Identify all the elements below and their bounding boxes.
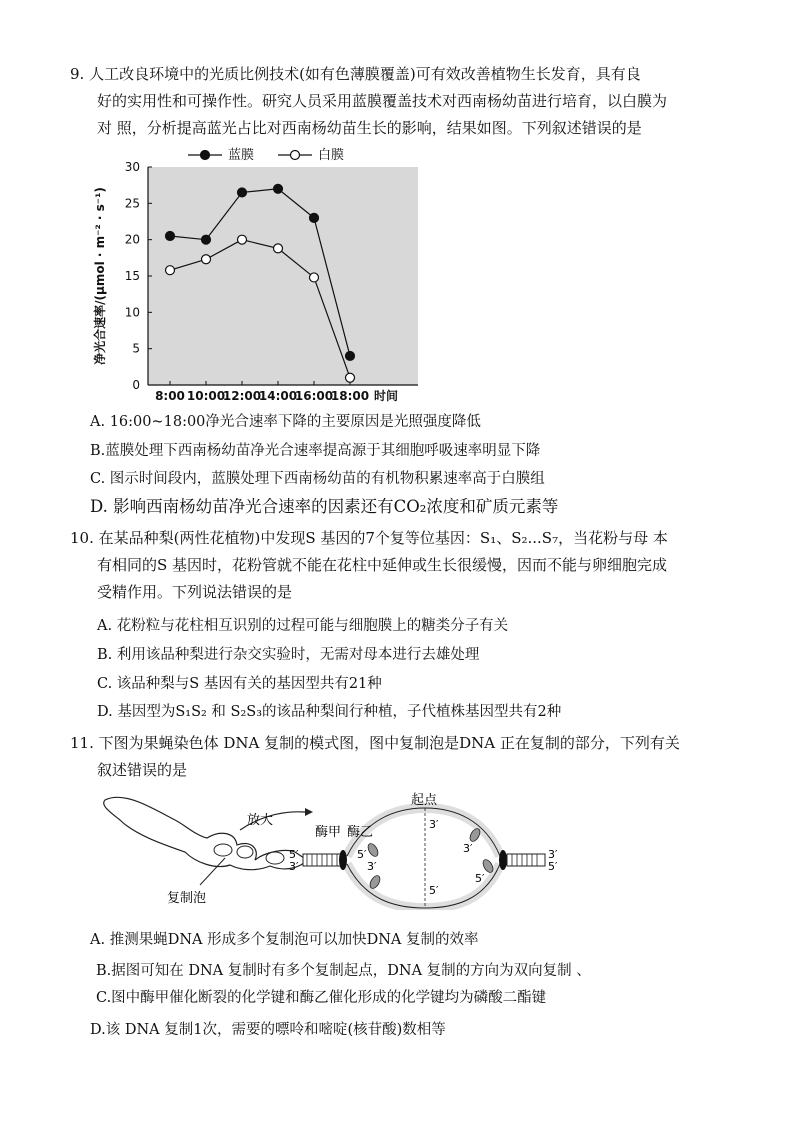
fork-left-3: 3′ (367, 860, 377, 873)
x-axis-label: 时间 (374, 389, 399, 403)
series-1-point-4 (310, 273, 319, 282)
q11-stem-line1: 11. 下图为果蝇染色体 DNA 复制的模式图，图中复制泡是DNA 正在复制的部分，下列有关 (70, 734, 680, 752)
right-3-prime: 3′ (548, 848, 558, 861)
y-tick-label-0: 0 (132, 378, 140, 392)
left-3-prime: 3′ (289, 860, 299, 873)
right-duplex (507, 854, 545, 866)
legend-label-1: 白膜 (318, 148, 345, 163)
right-5-prime: 5′ (548, 860, 558, 873)
origin-3-prime: 3′ (429, 818, 439, 831)
series-0-point-2 (238, 188, 247, 197)
q9-option-d: D. 影响西南杨幼苗净光合速率的因素还有CO₂浓度和矿质元素等 (90, 497, 559, 516)
y-axis-label: 净光合速率/(μmol · m⁻² · s⁻¹) (93, 187, 107, 365)
bubble-1 (214, 844, 232, 856)
y-tick-label-30: 30 (124, 160, 140, 174)
q10-stem-line1: 10. 在某品种梨(两性花植物)中发现S 基因的7个复等位基因：S₁、S₂...S₇，当花粉与母 本 (70, 529, 668, 547)
diagram-svg (95, 790, 575, 910)
q10-stem-line3: 受精作用。下列说法错误的是 (97, 583, 293, 601)
q9-line-chart (90, 145, 430, 405)
fork-right-3: 3′ (463, 842, 473, 855)
q10-option-c: C. 该品种梨与S 基因有关的基因型共有21种 (97, 676, 382, 692)
zoom-arrowhead (305, 808, 313, 816)
enzyme-a-label: 酶甲 (315, 825, 342, 840)
series-0-point-4 (310, 213, 319, 222)
series-1-point-1 (202, 255, 211, 264)
q11-option-c: C.图中酶甲催化断裂的化学键和酶乙催化形成的化学键均为磷酸二酯键 (96, 990, 547, 1006)
bubble-3 (266, 852, 284, 864)
q11-option-b: B.据图可知在 DNA 复制时有多个复制起点，DNA 复制的方向为双向复制 、 (96, 963, 591, 979)
y-tick-label-25: 25 (124, 196, 140, 211)
enzyme-a-right (499, 850, 507, 870)
q11-option-a: A. 推测果蝇DNA 形成多个复制泡可以加快DNA 复制的效率 (90, 932, 479, 948)
series-1-point-5 (346, 373, 355, 382)
q9-option-b: B.蓝膜处理下西南杨幼苗净光合速率提高源于其细胞呼吸速率明显下降 (90, 443, 541, 459)
series-1-point-0 (166, 266, 175, 275)
q9-option-a: A. 16:00~18:00净光合速率下降的主要原因是光照强度降低 (90, 414, 481, 430)
x-tick-label-2: 12:00 (222, 389, 262, 403)
q10-option-a: A. 花粉粒与花柱相互识别的过程可能与细胞膜上的糖类分子有关 (97, 618, 509, 634)
series-1-point-2 (238, 235, 247, 244)
q9-option-c: C. 图示时间段内，蓝膜处理下西南杨幼苗的有机物积累速率高于白膜组 (90, 471, 545, 487)
dna-replication-diagram (95, 790, 575, 910)
zoom-label: 放大 (247, 813, 274, 828)
q11-stem-line2: 叙述错误的是 (97, 761, 188, 779)
q9-stem-line3: 对 照，分析提高蓝光占比对西南杨幼苗生长的影响，结果如图。下列叙述错误的是 (97, 119, 642, 137)
q9-stem-line2: 好的实用性和可操作性。研究人员采用蓝膜覆盖技术对西南杨幼苗进行培育，以白膜为 (97, 92, 668, 110)
bubble-2 (237, 846, 253, 858)
bubble-label: 复制泡 (167, 891, 207, 906)
x-tick-label-4: 16:00 (294, 389, 334, 403)
y-tick-label-5: 5 (132, 341, 140, 356)
q11-option-d: D.该 DNA 复制1次，需要的嘌呤和嘧啶(核苷酸)数相等 (90, 1022, 446, 1038)
x-tick-label-3: 14:00 (258, 389, 298, 403)
legend-label-0: 蓝膜 (228, 148, 255, 163)
x-tick-label-5: 18:00 (330, 389, 370, 403)
legend-marker-1 (291, 151, 300, 160)
left-5-prime: 5′ (289, 848, 299, 861)
series-1-point-3 (274, 244, 283, 253)
q10-option-d: D. 基因型为S₁S₂ 和 S₂S₃的该品种梨间行种植，子代植株基因型共有2种 (97, 704, 562, 720)
fork-left-5: 5′ (357, 848, 367, 861)
enzyme-b-shape (366, 842, 380, 858)
y-tick-label-20: 20 (124, 232, 140, 247)
series-0-point-3 (274, 184, 283, 193)
x-tick-label-1: 10:00 (186, 389, 226, 403)
y-tick-label-15: 15 (124, 269, 140, 283)
series-0-point-0 (166, 232, 175, 241)
q10-stem-line2: 有相同的S 基因时，花粉管就不能在花柱中延伸或生长很缓慢，因而不能与卵细胞完成 (97, 556, 668, 574)
fork-right-5: 5′ (475, 872, 485, 885)
y-tick-label-10: 10 (124, 305, 140, 320)
enzyme-b-label: 酶乙 (347, 825, 374, 840)
series-0-point-1 (202, 235, 211, 244)
plot-background (148, 167, 418, 385)
q9-stem-line1: 9. 人工改良环境中的光质比例技术(如有色薄膜覆盖)可有效改善植物生长发育，具有良 (70, 65, 641, 83)
q10-option-b: B. 利用该品种梨进行杂交实验时，无需对母本进行去雄处理 (97, 647, 480, 663)
legend-marker-0 (201, 151, 210, 160)
chart-svg (90, 145, 430, 405)
origin-label: 起点 (411, 793, 438, 808)
origin-5-prime: 5′ (429, 884, 439, 897)
x-tick-label-0: 8:00 (155, 389, 185, 403)
series-0-point-5 (346, 351, 355, 360)
